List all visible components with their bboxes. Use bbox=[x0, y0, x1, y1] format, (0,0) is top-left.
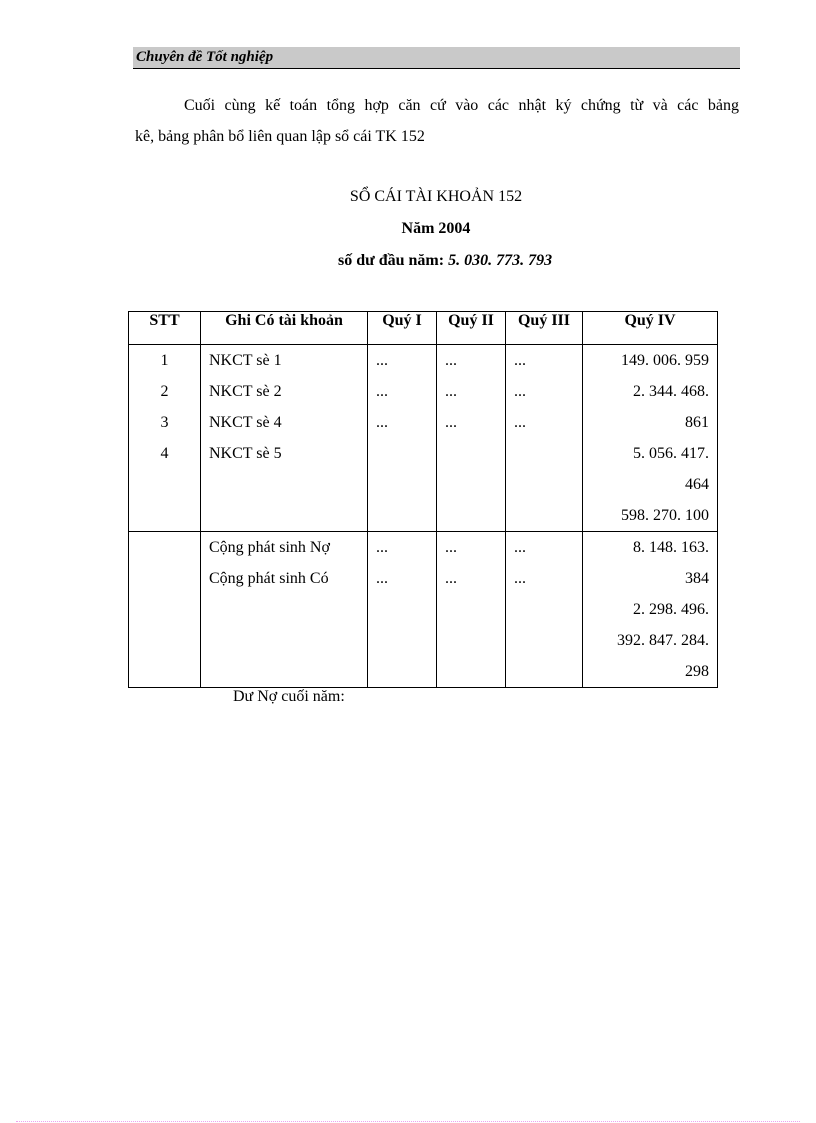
q3-value: ... bbox=[514, 570, 526, 587]
q2-cell bbox=[437, 345, 506, 532]
q3-value: ... bbox=[514, 352, 526, 369]
q4-value: 392. 847. 284. bbox=[617, 632, 709, 649]
q4-value: 2. 344. 468. bbox=[633, 383, 709, 400]
col-stt: STT bbox=[129, 312, 201, 345]
table-row-group-totals bbox=[129, 532, 718, 688]
q2-value: ... bbox=[445, 570, 457, 587]
intro-paragraph bbox=[135, 90, 739, 152]
q4-value: 8. 148. 163. bbox=[633, 539, 709, 556]
stt-value: 1 bbox=[160, 352, 169, 369]
q4-cell bbox=[583, 345, 718, 532]
stt-cell bbox=[129, 532, 201, 688]
q3-cell bbox=[506, 532, 583, 688]
col-q3: Quý III bbox=[506, 312, 583, 345]
intro-line-1: Cuối cùng kế toán tổng hợp căn cứ vào các nhật ký chứng từ và các bảng bbox=[184, 97, 739, 114]
q2-value: ... bbox=[445, 539, 457, 556]
q1-value: ... bbox=[376, 539, 388, 556]
q2-cell bbox=[437, 532, 506, 688]
q4-value: 598. 270. 100 bbox=[621, 507, 709, 524]
q1-value: ... bbox=[376, 352, 388, 369]
q4-value: 149. 006. 959 bbox=[621, 352, 709, 369]
q3-value: ... bbox=[514, 383, 526, 400]
account-cell bbox=[201, 532, 368, 688]
account-value: Cộng phát sinh Có bbox=[209, 570, 329, 587]
account-value: Cộng phát sinh Nợ bbox=[209, 539, 330, 556]
ledger-table bbox=[128, 311, 718, 688]
ledger-year: Năm 2004 bbox=[401, 220, 471, 237]
page-bottom-divider bbox=[16, 1121, 800, 1122]
account-value: NKCT sè 2 bbox=[209, 383, 282, 400]
q2-value: ... bbox=[445, 414, 457, 431]
account-value: NKCT sè 5 bbox=[209, 445, 282, 462]
q1-cell bbox=[368, 532, 437, 688]
account-cell bbox=[201, 345, 368, 532]
q4-value: 298 bbox=[685, 663, 709, 680]
header-title: Chuyên đề Tốt nghiệp bbox=[136, 49, 274, 65]
stt-value: 2 bbox=[160, 383, 169, 400]
q2-value: ... bbox=[445, 352, 457, 369]
account-value: NKCT sè 1 bbox=[209, 352, 282, 369]
table-header-row bbox=[129, 312, 718, 345]
stt-value: 3 bbox=[160, 414, 169, 431]
q3-value: ... bbox=[514, 539, 526, 556]
account-value: NKCT sè 4 bbox=[209, 414, 282, 431]
q1-value: ... bbox=[376, 383, 388, 400]
q4-value: 861 bbox=[685, 414, 709, 431]
q2-value: ... bbox=[445, 383, 457, 400]
document-header bbox=[133, 47, 740, 69]
closing-balance-label: Dư Nợ cuối năm: bbox=[233, 688, 345, 705]
stt-cell bbox=[129, 345, 201, 532]
opening-balance-value: 5. 030. 773. 793 bbox=[448, 252, 553, 269]
table-row-group-detail bbox=[129, 345, 718, 532]
q4-value: 2. 298. 496. bbox=[633, 601, 709, 618]
ledger-title: SỔ CÁI TÀI KHOẢN 152 bbox=[349, 188, 523, 205]
q1-value: ... bbox=[376, 570, 388, 587]
opening-balance-label: số dư đầu năm: bbox=[338, 252, 445, 269]
q1-cell bbox=[368, 345, 437, 532]
q4-cell bbox=[583, 532, 718, 688]
q4-value: 5. 056. 417. bbox=[633, 445, 709, 462]
col-q1: Quý I bbox=[368, 312, 437, 345]
q4-value: 384 bbox=[685, 570, 709, 587]
intro-line-2: kê, bảng phân bổ liên quan lập sổ cái TK 152 bbox=[135, 128, 425, 145]
q3-value: ... bbox=[514, 414, 526, 431]
q3-cell bbox=[506, 345, 583, 532]
q1-value: ... bbox=[376, 414, 388, 431]
col-account: Ghi Có tài khoản bbox=[201, 312, 368, 345]
opening-balance bbox=[338, 252, 552, 270]
stt-value: 4 bbox=[160, 445, 169, 462]
col-q2: Quý II bbox=[437, 312, 506, 345]
q4-value: 464 bbox=[685, 476, 709, 493]
col-q4: Quý IV bbox=[583, 312, 718, 345]
